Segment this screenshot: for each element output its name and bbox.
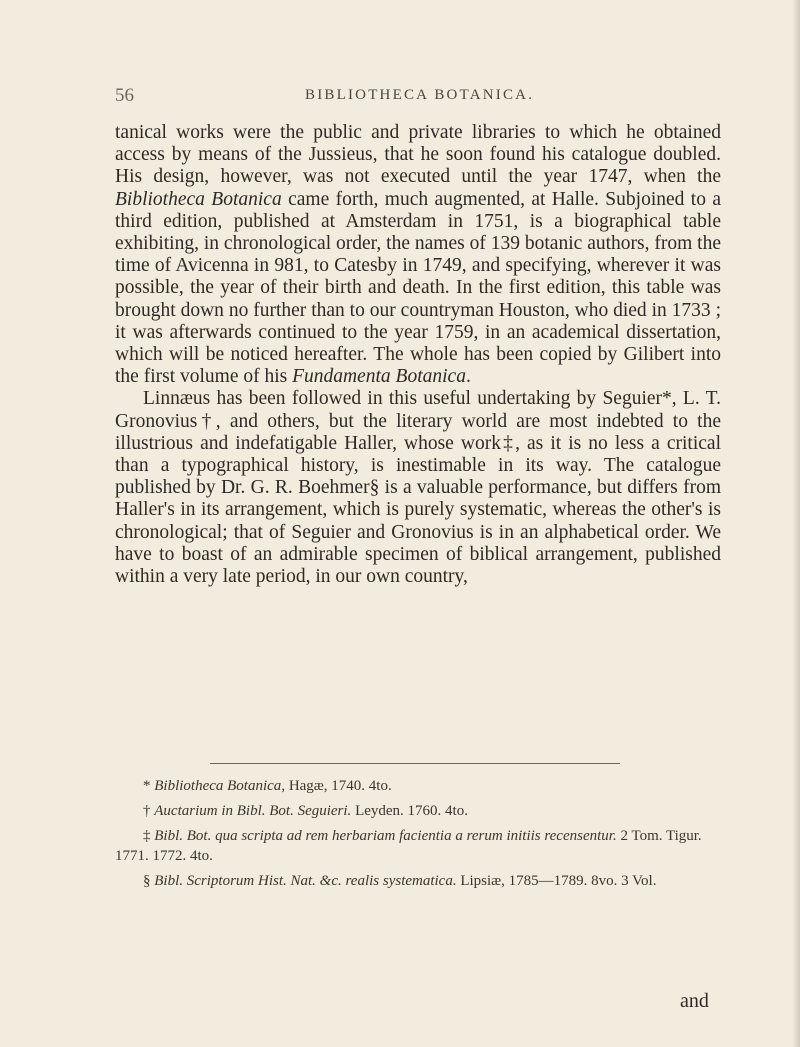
footnote-4: § Bibl. Scriptorum Hist. Nat. &c. realis systematica. Lipsiæ, 1785—1789. 8vo. 3 Vol. (143, 873, 657, 889)
page-header (115, 85, 715, 115)
footnote-1: * Bibliotheca Botanica, Hagæ, 1740. 4to. (143, 778, 392, 794)
title-fundamenta-botanica: Fundamenta Botanica (292, 366, 466, 388)
page-number: 56 (115, 85, 134, 106)
footnote-rule (210, 763, 620, 764)
title-bibliotheca-botanica: Bibliotheca Botanica (115, 188, 282, 210)
body-text (115, 122, 721, 588)
paragraph-2: Linnæus has been followed in this useful undertaking by Seguier*, L. T. Gronovius†, and others, but the literary world are most indebted to the illustrious and indefatigable Haller, whose work‡, as it is no less a critical than a typographical history, is inestimable in its way. The catalogue published by Dr. G. R. Boehmer§ is a valuable performance, but differs from Haller's in its arrangement, which is purely systematic, whereas the other's is chronological; that of Seguier and Gronovius is in an alphabetical order. We have to boast of an admirable specimen of biblical arrangement, published within a very late period, in our own country, (115, 388, 721, 588)
footnote-3: ‡ Bibl. Bot. qua scripta ad rem herbariam facientia a rerum initiis recensentur. 2 Tom. Tigur. 1771. 1772. 4to. (115, 828, 702, 864)
footnote-2: † Auctarium in Bibl. Bot. Seguieri. Leyden. 1760. 4to. (143, 803, 468, 819)
catchword: and (680, 990, 709, 1012)
footnotes (115, 776, 721, 896)
paragraph-1: tanical works were the public and private libraries to which he obtained access by means of the Jussieus, that he soon found his catalogue doubled. His design, however, was not executed until the year 1747, when the Bibliotheca Botanica came forth, much augmented, at Halle. Subjoined to a third edition, published at Amsterdam in 1751, is a biographical table exhibiting, in chronological order, the names of 139 botanic authors, from the time of Avicenna in 981, to Catesby in 1749, and specifying, wherever it was possible, the year of their birth and death. In the first edition, this table was brought down no further than to our countryman Houston, who died in 1733 ; it was afterwards continued to the year 1759, in an academical dissertation, which will be noticed hereafter. The whole has been copied by Gilibert into the first volume of his Fundamenta Botanica. (115, 122, 722, 388)
running-head: BIBLIOTHECA BOTANICA. (305, 87, 535, 103)
page-edge-shadow (792, 0, 800, 1047)
